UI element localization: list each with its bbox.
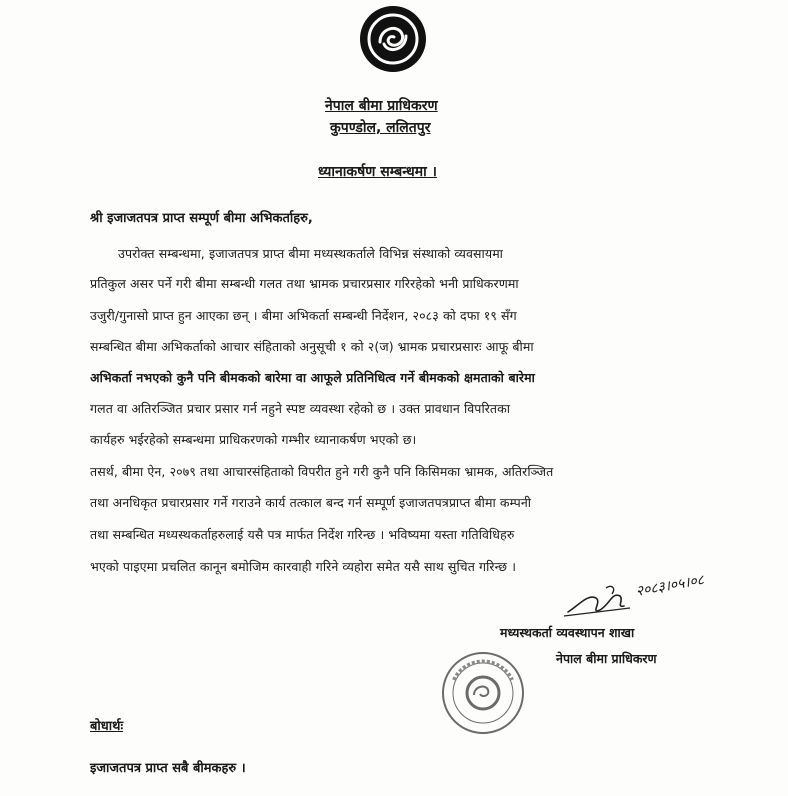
signatory-org: नेपाल बीमा प्राधिकरण [556,651,657,666]
cc-recipient: इजाजतपत्र प्राप्त सबै बीमकहरु । [90,761,246,776]
signatory-department: मध्यस्थकर्ता व्यवस्थापन शाखा [500,625,635,640]
paragraph1-line: सम्बन्धित बीमा अभिकर्ताको आचार संहिताको अनुसूची १ को २(ज) भ्रामक प्रचारप्रसारः आफू बीमा [90,339,534,354]
paragraph2-line: भएको पाइएमा प्रचलित कानून बमोजिम कारवाही गरिने व्यहोरा समेत यसै साथ सुचित गरिन्छ । [90,559,517,574]
subject-line [318,162,437,181]
official-seal-icon [440,650,526,736]
paragraph1-line: प्रतिकुल असर पर्ने गरी बीमा सम्बन्धी गलत तथा भ्रामक प्रचारप्रसार गरिरहेको भनी प्राधिकरणमा [90,276,519,291]
handwritten-date: २०८३।०५।०८ [634,572,706,600]
paragraph1-line: उपरोक्त सम्बन्धमा, इजाजतपत्र प्राप्त बीमा मध्यस्थकर्ताले विभिन्न संस्थाको व्यवसायमा [118,246,504,261]
paragraph2-line: तथा सम्बन्धित मध्यस्थकर्ताहरुलाई यसै पत्र मार्फत निर्देश गरिन्छ । भविष्यमा यस्ता गतिविधिहरु [90,527,515,542]
paragraph1-line: गलत वा अतिरञ्जित प्रचार प्रसार गर्न नहुने स्पष्ट व्यवस्था रहेको छ । उक्त प्रावधान विपरितका [90,401,511,416]
authority-logo-icon [358,4,428,74]
paragraph1-line: उजुरी/गुनासो प्राप्त हुन आएका छन् । बीमा अभिकर्ता सम्बन्धी निर्देशन, २०८३ को दफा १९ सँग [90,308,517,323]
paragraph2-line: तसर्थ, बीमा ऐन, २०७९ तथा आचारसंहिताको विपरीत हुने गरी कुनै पनि किसिमका भ्रामक, अतिरञ्जित [90,464,554,479]
subject-text: ध्यानाकर्षण सम्बन्धमा । [318,164,437,180]
salutation: श्री इजाजतपत्र प्राप्त सम्पूर्ण बीमा अभिकर्ताहरु, [90,211,313,226]
paragraph1-line: कार्यहरु भईरहेको सम्बन्धमा प्राधिकरणको गम्भीर ध्यानाकर्षण भएको छ। [90,432,417,447]
org-name-heading: नेपाल बीमा प्राधिकरण [325,98,438,114]
org-address: कुपण्डोल, ललितपुर [330,120,431,136]
paragraph1-line: अभिकर्ता नभएको कुनै पनि बीमकको बारेमा वा आफूले प्रतिनिधित्व गर्ने बीमकको क्षमताको बारेमा [90,370,535,385]
paragraph2-line: तथा अनधिकृत प्रचारप्रसार गर्ने गराउने कार्य तत्काल बन्द गर्न सम्पूर्ण इजाजतपत्रप्राप्त बीमा कम्पनी [90,495,532,510]
cc-label: बोधार्थः [90,719,124,734]
